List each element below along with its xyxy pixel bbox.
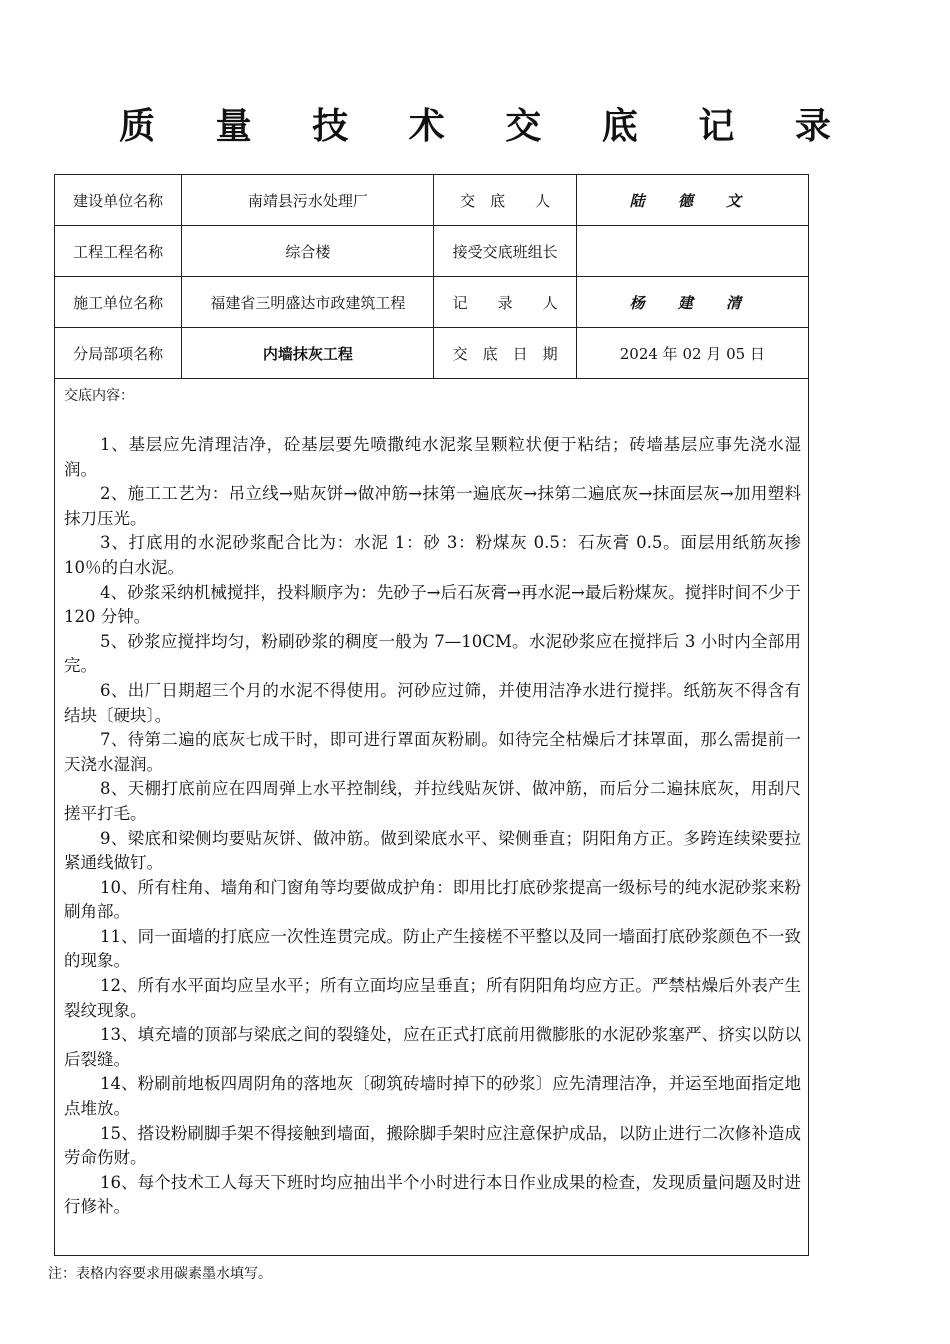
content-list: [64, 433, 801, 1220]
list-item: 15、搭设粉刷脚手架不得接触到墙面，搬除脚手架时应注意保护成品，以防止进行二次修补造成劳命伤财。: [64, 1123, 801, 1168]
recorder-signature: 杨 建 清: [576, 277, 808, 328]
list-item: 5、砂浆应搅拌均匀，粉刷砂浆的稠度一般为 7—10CM。水泥砂浆应在搅拌后 3 小时内全部用完。: [64, 631, 801, 676]
record-table: [54, 174, 809, 1256]
list-item: 2、施工工艺为：吊立线→贴灰饼→做冲筋→抹第一遍底灰→抹第二遍底灰→抹面层灰→加用塑料抹刀压光。: [64, 484, 801, 528]
construction-unit-value: 南靖县污水处理厂: [182, 175, 434, 226]
list-item: 10、所有柱角、墙角和门窗角等均要做成护角：即用比打底砂浆提高一级标号的纯水泥砂浆来粉刷角部。: [64, 877, 801, 922]
list-item: 9、梁底和梁侧均要贴灰饼、做冲筋。做到梁底水平、梁侧垂直；阴阳角方正。多跨连续梁要拉紧通线做钉。: [64, 828, 801, 873]
list-item: 12、所有水平面均应呈水平；所有立面均应呈垂直；所有阴阳角均应方正。严禁枯燥后外表产生裂纹现象。: [64, 976, 801, 1020]
team-leader-value: [576, 226, 808, 277]
footnote: 注：表格内容要求用碳素墨水填写。: [48, 1266, 272, 1282]
content-cell: [55, 379, 809, 1256]
project-name-value: 综合楼: [182, 226, 434, 277]
list-item: 13、填充墙的顶部与梁底之间的裂缝处，应在正式打底前用微膨胀的水泥砂浆塞严、挤实以防以后裂缝。: [64, 1025, 801, 1069]
contractor-label: 施工单位名称: [55, 277, 182, 328]
discloser-label: 交 底 人: [434, 175, 576, 226]
list-item: 11、同一面墙的打底应一次性连贯完成。防止产生接槎不平整以及同一墙面打底砂浆颜色不一致的现象。: [64, 926, 801, 971]
list-item: 8、天棚打底前应在四周弹上水平控制线，并拉线贴灰饼、做冲筋，而后分二遍抹底灰，用刮尺搓平打毛。: [64, 779, 801, 823]
content-label: 交底内容：: [64, 388, 134, 404]
team-leader-label: 接受交底班组长: [434, 226, 576, 277]
table-row: [55, 277, 809, 328]
recorder-label: 记 录 人: [434, 277, 576, 328]
sub-item-label: 分局部项名称: [55, 328, 182, 379]
discloser-signature: 陆 德 文: [576, 175, 808, 226]
table-row: [55, 175, 809, 226]
disclosure-date-label: 交 底 日 期: [434, 328, 576, 379]
list-item: 14、粉刷前地板四周阴角的落地灰〔砌筑砖墙时掉下的砂浆〕应先清理洁净，并运至地面指定地点堆放。: [64, 1074, 801, 1119]
construction-unit-label: 建设单位名称: [55, 175, 182, 226]
table-row: [55, 379, 809, 1256]
contractor-value: 福建省三明盛达市政建筑工程: [182, 277, 434, 328]
list-item: 16、每个技术工人每天下班时均应抽出半个小时进行本日作业成果的检查，发现质量问题及时进行修补。: [64, 1172, 801, 1217]
list-item: 3、打底用的水泥砂浆配合比为：水泥 1：砂 3：粉煤灰 0.5：石灰膏 0.5。面层用纸筋灰掺 10％的白水泥。: [64, 533, 801, 577]
disclosure-date-value: 2024 年 02 月 05 日: [576, 328, 808, 379]
list-item: 1、基层应先清理洁净，砼基层要先喷撒纯水泥浆呈颗粒状便于粘结；砖墙基层应事先浇水湿润。: [64, 435, 801, 479]
list-item: 7、待第二遍的底灰七成干时，即可进行罩面灰粉刷。如待完全枯燥后才抹罩面，那么需提前一天浇水湿润。: [64, 730, 801, 774]
project-name-label: 工程工程名称: [55, 226, 182, 277]
list-item: 4、砂浆采纳机械搅拌，投料顺序为：先砂子→后石灰膏→再水泥→最后粉煤灰。搅拌时间不少于 120 分钟。: [64, 582, 801, 627]
sub-item-value: 内墙抹灰工程: [182, 328, 434, 379]
table-row: [55, 328, 809, 379]
list-item: 6、出厂日期超三个月的水泥不得使用。河砂应过筛，并使用洁净水进行搅拌。纸筋灰不得含有结块〔硬块〕。: [64, 680, 801, 725]
table-row: [55, 226, 809, 277]
page-title: 质 量 技 术 交 底 记 录: [119, 105, 855, 147]
